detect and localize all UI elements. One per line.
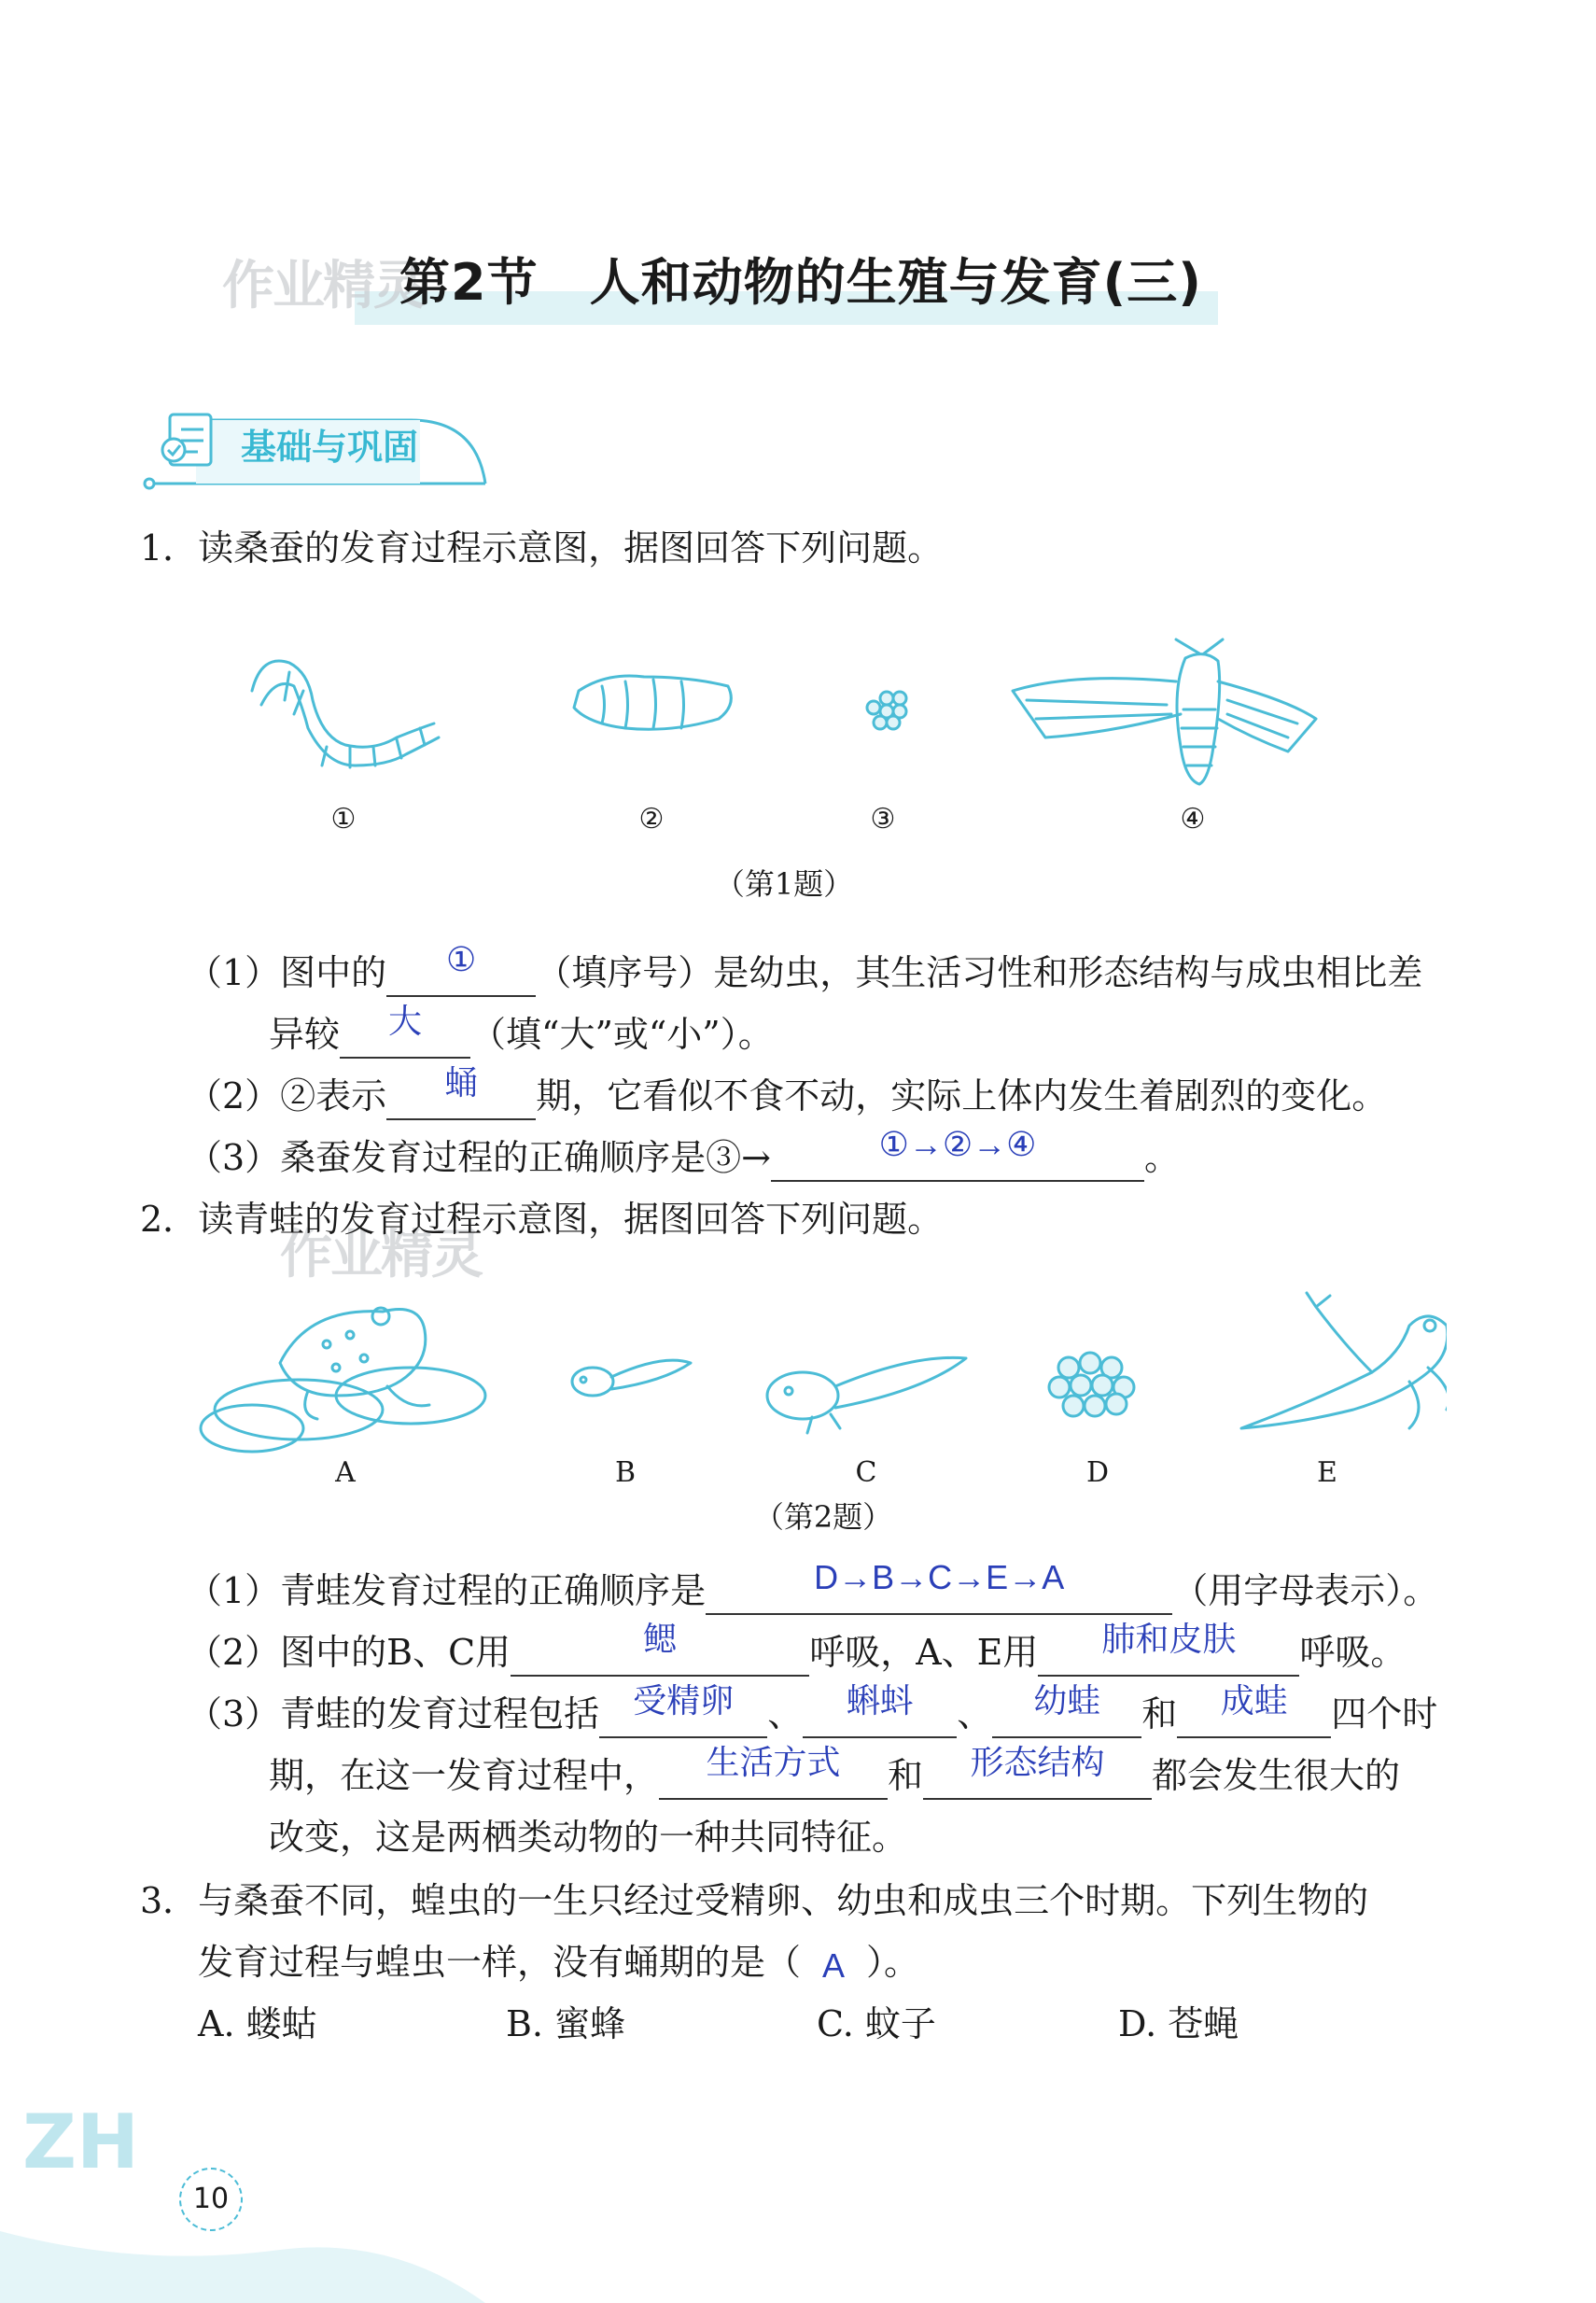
q2-stem: 2．读青蛙的发育过程示意图，据图回答下列问题。 bbox=[140, 1199, 944, 1240]
q3-stem-a: 3．与桑蚕不同，蝗虫的一生只经过受精卵、幼虫和成虫三个时期。下列生物的 bbox=[140, 1880, 1369, 1921]
q2-part1 bbox=[187, 1558, 1439, 1615]
silkworm-diagram bbox=[233, 635, 1335, 803]
q1-p3-text-b: 。 bbox=[1144, 1137, 1181, 1178]
q1-stem: 1．读桑蚕的发育过程示意图，据图回答下列问题。 bbox=[140, 527, 944, 569]
q2-p2-blank2[interactable] bbox=[1038, 1620, 1299, 1677]
q1-part1-cont bbox=[269, 1002, 774, 1059]
q2-p3-answer4: 成蛙 bbox=[1220, 1681, 1288, 1720]
q2-p2-answer1: 鳃 bbox=[643, 1620, 678, 1658]
q2-part3-cont bbox=[269, 1743, 1401, 1800]
q2-label-d: D bbox=[1085, 1456, 1110, 1489]
q2-p1-text-a: （1）青蛙发育过程的正确顺序是 bbox=[187, 1570, 707, 1611]
tadpole-b-drawing bbox=[572, 1360, 691, 1396]
q2-p3-and2: 和 bbox=[888, 1755, 924, 1796]
q1-label-4: ④ bbox=[1180, 803, 1206, 836]
q2-p3-text-b: 四个时 bbox=[1331, 1693, 1438, 1734]
q2-part2 bbox=[187, 1620, 1407, 1677]
q3-stem-text: 发育过程与蝗虫一样，没有蛹期的是（ bbox=[198, 1942, 802, 1983]
footer-logo: ZH bbox=[22, 2099, 139, 2185]
q1-p1-blank[interactable] bbox=[386, 940, 536, 997]
q2-p2-text-a: （2）图中的B、C用 bbox=[187, 1632, 511, 1673]
q2-p2-blank1[interactable] bbox=[511, 1620, 809, 1677]
young-frog-drawing bbox=[1241, 1293, 1447, 1428]
q1-p2-text-b: 期，它看似不食不动，实际上体内发生着剧烈的变化。 bbox=[536, 1075, 1388, 1116]
silkworm-pupa-drawing bbox=[574, 676, 731, 729]
q2-label-c: C bbox=[855, 1456, 877, 1489]
adult-frog-drawing bbox=[201, 1308, 485, 1452]
q1-p2-text-a: （2）②表示 bbox=[187, 1075, 387, 1116]
q2-part3-end: 改变，这是两栖类动物的一种共同特征。 bbox=[269, 1817, 908, 1858]
q2-p3-sep1: 、 bbox=[767, 1693, 804, 1734]
q3-stem-end: ）。 bbox=[866, 1942, 920, 1983]
q2-p3-and: 和 bbox=[1141, 1693, 1178, 1734]
q1-p2-answer: 蛹 bbox=[444, 1063, 479, 1102]
silkworm-moth-drawing bbox=[1013, 639, 1316, 784]
q2-label-a: A bbox=[335, 1456, 356, 1489]
q1-part2 bbox=[187, 1063, 1388, 1120]
q2-p3-sep2: 、 bbox=[957, 1693, 993, 1734]
q1-p3-answer: ①→②→④ bbox=[878, 1125, 1037, 1163]
q2-label-e: E bbox=[1317, 1456, 1337, 1489]
checklist-icon bbox=[157, 409, 226, 474]
q2-p3-blank6[interactable] bbox=[923, 1743, 1152, 1800]
q3-option-d[interactable]: D. 苍蝇 bbox=[1118, 2003, 1239, 2044]
q1-label-2: ② bbox=[638, 803, 665, 836]
q2-p2-text-c: 呼吸。 bbox=[1299, 1632, 1407, 1673]
watermark-mid: 作业精灵 bbox=[280, 1225, 482, 1285]
watermark-top: 作业精灵 bbox=[222, 256, 424, 316]
q3-answer-slot[interactable] bbox=[801, 1942, 866, 1985]
page-title: 第2节 人和动物的生殖与发育(三) bbox=[399, 253, 1202, 312]
q3-answer: A bbox=[822, 1946, 846, 1985]
q2-p3-blank2[interactable] bbox=[803, 1681, 957, 1738]
q1-p1-answer2: 大 bbox=[388, 1002, 423, 1040]
q2-p3-answer2: 蝌蚪 bbox=[846, 1681, 914, 1720]
q3-option-c[interactable]: C. 蚊子 bbox=[817, 2003, 936, 2044]
q1-p3-text-a: （3）桑蚕发育过程的正确顺序是③→ bbox=[187, 1137, 772, 1178]
q2-p2-text-b: 呼吸，A、E用 bbox=[809, 1632, 1039, 1673]
q1-part1 bbox=[187, 940, 1423, 997]
q1-caption: （第1题） bbox=[714, 866, 854, 902]
section-label: 基础与巩固 bbox=[241, 427, 419, 468]
q2-p1-text-b: （用字母表示）。 bbox=[1172, 1570, 1439, 1611]
q2-p3-answer1: 受精卵 bbox=[633, 1681, 735, 1720]
q2-p3-blank5[interactable] bbox=[659, 1743, 888, 1800]
q1-p3-blank[interactable] bbox=[771, 1125, 1144, 1182]
q2-label-b: B bbox=[614, 1456, 637, 1489]
q2-p1-answer: D→B→C→E→A bbox=[814, 1558, 1065, 1596]
q2-p3-answer3: 幼蛙 bbox=[1033, 1681, 1101, 1720]
q2-p3-blank3[interactable] bbox=[992, 1681, 1141, 1738]
tadpole-c-drawing bbox=[767, 1357, 966, 1433]
frog-eggs-drawing bbox=[1049, 1353, 1134, 1416]
q3-stem-b bbox=[198, 1942, 919, 1985]
frog-diagram bbox=[196, 1288, 1447, 1466]
q3-option-a[interactable]: A. 蝼蛄 bbox=[198, 2003, 317, 2044]
silkworm-eggs-drawing bbox=[867, 692, 906, 729]
q2-p3-answer5: 生活方式 bbox=[706, 1743, 841, 1781]
q1-label-1: ① bbox=[330, 803, 357, 836]
q1-p2-blank[interactable] bbox=[386, 1063, 536, 1120]
q1-p1-text-a: （1）图中的 bbox=[187, 952, 387, 993]
q3-option-b[interactable]: B. 蜜蜂 bbox=[506, 2003, 626, 2044]
q1-p1-answer: ① bbox=[446, 940, 477, 978]
q2-p3-blank4[interactable] bbox=[1177, 1681, 1331, 1738]
q2-p2-answer2: 肺和皮肤 bbox=[1101, 1620, 1237, 1658]
q2-caption: （第2题） bbox=[753, 1499, 893, 1535]
q2-p3-text-c: 期，在这一发育过程中， bbox=[269, 1755, 660, 1796]
q2-part3 bbox=[187, 1681, 1438, 1738]
q2-p3-text-a: （3）青蛙的发育过程包括 bbox=[187, 1693, 600, 1734]
q2-p3-answer6: 形态结构 bbox=[970, 1743, 1105, 1781]
q1-label-3: ③ bbox=[870, 803, 896, 836]
q1-part3 bbox=[187, 1125, 1181, 1182]
silkworm-larva-drawing bbox=[252, 661, 439, 767]
q2-p3-text-d: 都会发生很大的 bbox=[1152, 1755, 1401, 1796]
q1-p1-text-b: （填序号）是幼虫，其生活习性和形态结构与成虫相比差 bbox=[536, 952, 1423, 993]
page-number: 10 bbox=[179, 2168, 243, 2231]
q2-p3-blank1[interactable] bbox=[599, 1681, 767, 1738]
q1-p1-text-c: 异较 bbox=[269, 1014, 341, 1055]
q1-p1-text-d: （填“大”或“小”）。 bbox=[470, 1014, 774, 1055]
q1-p1-blank2[interactable] bbox=[340, 1002, 470, 1059]
q2-p1-blank[interactable] bbox=[706, 1558, 1172, 1615]
